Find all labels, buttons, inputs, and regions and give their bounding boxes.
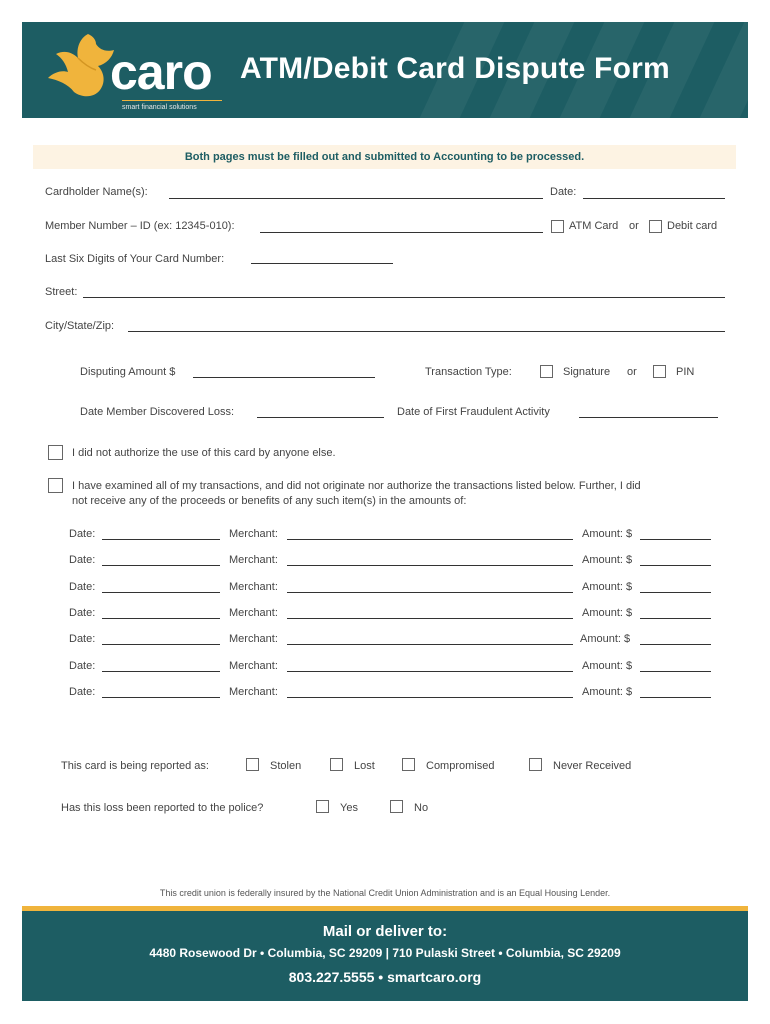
police-label: Has this loss been reported to the police?	[61, 802, 264, 814]
transaction-amount-field[interactable]	[640, 671, 711, 672]
transaction-merchant-field[interactable]	[287, 618, 573, 619]
transaction-amount-label: Amount: $	[582, 581, 633, 593]
police-yes-checkbox[interactable]	[316, 800, 329, 813]
or-text: or	[627, 366, 637, 378]
police-no-checkbox[interactable]	[390, 800, 403, 813]
compromised-checkbox[interactable]	[402, 758, 415, 771]
lost-label: Lost	[354, 760, 375, 772]
transaction-merchant-label: Merchant:	[229, 607, 278, 619]
transaction-date-field[interactable]	[102, 697, 220, 698]
transaction-amount-label: Amount: $	[582, 686, 633, 698]
footer-contact: 803.227.5555 • smartcaro.org	[288, 969, 482, 985]
footer-heading: Mail or deliver to:	[322, 923, 448, 940]
street-field[interactable]	[83, 297, 725, 298]
ncua-disclaimer: This credit union is federally insured by the National Credit Union Administration and is an Equal Housing Lender.	[159, 888, 611, 898]
lost-checkbox[interactable]	[330, 758, 343, 771]
reported-as-label: This card is being reported as:	[61, 760, 209, 772]
footer-addresses: 4480 Rosewood Dr • Columbia, SC 29209 | 710 Pulaski Street • Columbia, SC 29209	[149, 946, 621, 960]
date-label: Date:	[550, 186, 577, 198]
never-received-checkbox[interactable]	[529, 758, 542, 771]
transaction-amount-field[interactable]	[640, 697, 711, 698]
atm-card-label: ATM Card	[569, 220, 619, 232]
transaction-amount-field[interactable]	[640, 644, 711, 645]
footer-banner	[22, 911, 748, 1001]
member-number-label: Member Number – ID (ex: 12345-010):	[45, 220, 235, 232]
not-authorized-checkbox[interactable]	[48, 445, 63, 460]
transaction-amount-label: Amount: $	[582, 554, 633, 566]
transaction-date-field[interactable]	[102, 592, 220, 593]
transaction-date-label: Date:	[69, 528, 96, 540]
not-authorized-text: I did not authorize the use of this card by anyone else.	[72, 447, 336, 459]
date-discovered-field[interactable]	[257, 417, 384, 418]
transaction-amount-label: Amount: $	[582, 528, 633, 540]
transaction-amount-field[interactable]	[640, 592, 711, 593]
logo-tagline: smart financial solutions	[122, 104, 197, 111]
transaction-merchant-label: Merchant:	[229, 633, 278, 645]
examined-text-line2: not receive any of the proceeds or benefits of any such item(s) in the amounts of:	[72, 495, 467, 507]
transaction-date-label: Date:	[69, 607, 96, 619]
transaction-merchant-label: Merchant:	[229, 581, 278, 593]
atm-card-checkbox[interactable]	[551, 220, 564, 233]
transaction-merchant-label: Merchant:	[229, 686, 278, 698]
transaction-amount-label: Amount: $	[582, 660, 633, 672]
date-first-fraud-field[interactable]	[579, 417, 718, 418]
transaction-amount-label: Amount: $	[580, 633, 631, 645]
pin-label: PIN	[676, 366, 695, 378]
examined-checkbox[interactable]	[48, 478, 63, 493]
transaction-merchant-field[interactable]	[287, 644, 573, 645]
transaction-amount-field[interactable]	[640, 539, 711, 540]
disputing-amount-label: Disputing Amount $	[80, 366, 176, 378]
city-field[interactable]	[128, 331, 725, 332]
member-number-field[interactable]	[260, 232, 543, 233]
last-six-label: Last Six Digits of Your Card Number:	[45, 253, 225, 265]
cardholder-label: Cardholder Name(s):	[45, 186, 148, 198]
debit-card-checkbox[interactable]	[649, 220, 662, 233]
compromised-label: Compromised	[426, 760, 495, 772]
city-label: City/State/Zip:	[45, 320, 115, 332]
pin-checkbox[interactable]	[653, 365, 666, 378]
transaction-merchant-label: Merchant:	[229, 528, 278, 540]
transaction-date-field[interactable]	[102, 644, 220, 645]
transaction-amount-field[interactable]	[640, 618, 711, 619]
transaction-date-field[interactable]	[102, 539, 220, 540]
police-no-label: No	[414, 802, 429, 814]
transaction-merchant-label: Merchant:	[229, 554, 278, 566]
transaction-merchant-field[interactable]	[287, 697, 573, 698]
submission-notice: Both pages must be filled out and submitted to Accounting to be processed.	[33, 145, 736, 169]
transaction-type-label: Transaction Type:	[425, 366, 512, 378]
transaction-amount-label: Amount: $	[582, 607, 633, 619]
transaction-merchant-field[interactable]	[287, 592, 573, 593]
transaction-merchant-field[interactable]	[287, 565, 573, 566]
transaction-date-field[interactable]	[102, 671, 220, 672]
transaction-date-field[interactable]	[102, 565, 220, 566]
transaction-date-label: Date:	[69, 633, 96, 645]
transaction-date-field[interactable]	[102, 618, 220, 619]
signature-label: Signature	[563, 366, 611, 378]
page-title: ATM/Debit Card Dispute Form	[240, 52, 670, 85]
date-first-fraud-label: Date of First Fraudulent Activity	[397, 406, 550, 418]
disputing-amount-field[interactable]	[193, 377, 375, 378]
transaction-date-label: Date:	[69, 686, 96, 698]
examined-text-line1: I have examined all of my transactions, and did not originate nor authorize the transactions listed below. Further, I did	[72, 480, 641, 492]
transaction-merchant-field[interactable]	[287, 671, 573, 672]
date-discovered-label: Date Member Discovered Loss:	[80, 406, 235, 418]
transaction-date-label: Date:	[69, 660, 96, 672]
never-received-label: Never Received	[553, 760, 632, 772]
transaction-amount-field[interactable]	[640, 565, 711, 566]
transaction-merchant-label: Merchant:	[229, 660, 278, 672]
cardholder-field[interactable]	[169, 198, 543, 199]
caro-logo	[38, 28, 238, 114]
stolen-label: Stolen	[270, 760, 302, 772]
street-label: Street:	[45, 286, 78, 298]
transaction-date-label: Date:	[69, 554, 96, 566]
header-banner	[22, 22, 748, 118]
last-six-field[interactable]	[251, 263, 393, 264]
transaction-date-label: Date:	[69, 581, 96, 593]
debit-card-label: Debit card	[667, 220, 718, 232]
date-field[interactable]	[583, 198, 725, 199]
police-yes-label: Yes	[340, 802, 358, 814]
signature-checkbox[interactable]	[540, 365, 553, 378]
logo-wordmark: caro	[110, 44, 212, 100]
or-text: or	[629, 220, 639, 232]
stolen-checkbox[interactable]	[246, 758, 259, 771]
transaction-merchant-field[interactable]	[287, 539, 573, 540]
